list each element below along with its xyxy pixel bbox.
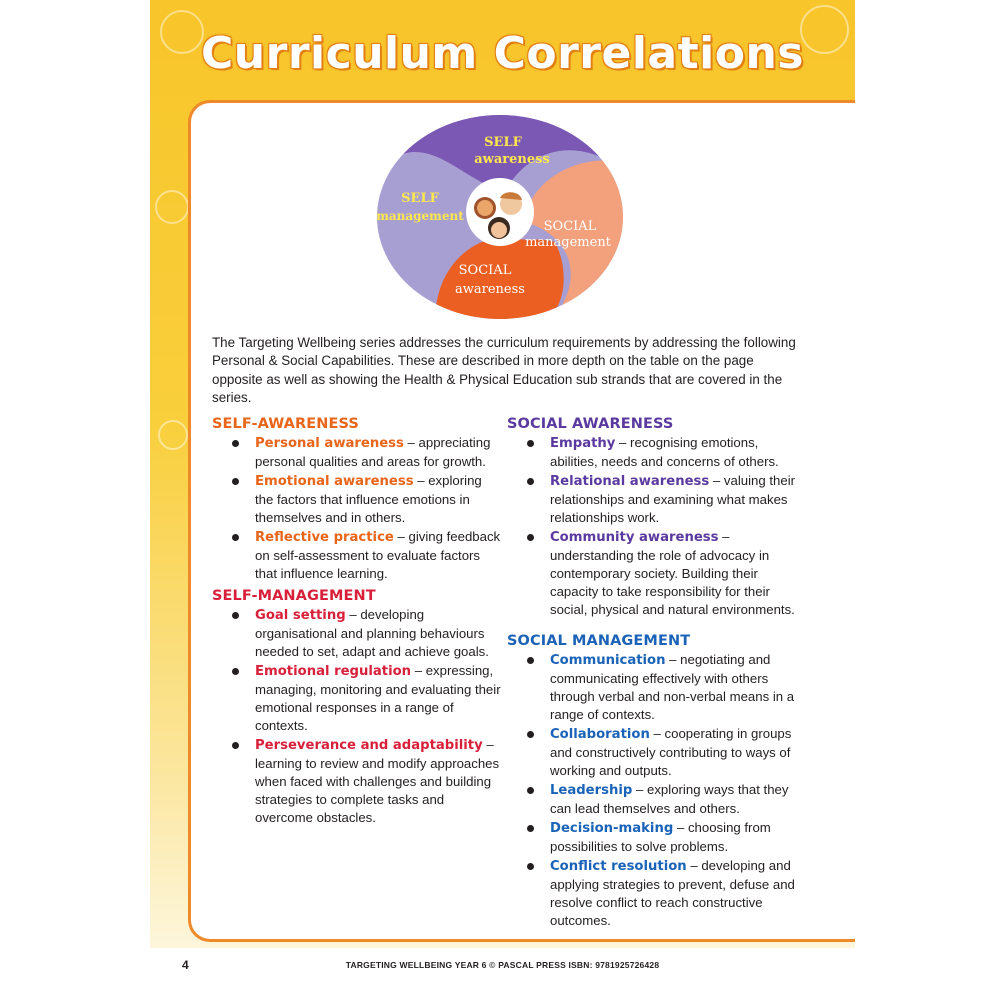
- bullet-icon: [232, 742, 239, 749]
- bullet-icon: [527, 478, 534, 485]
- wheel-label-social-awareness-line1: SOCIAL: [458, 263, 512, 278]
- social-awareness-heading: SOCIAL AWARENESS: [507, 416, 674, 432]
- item-term: Goal setting: [255, 608, 346, 623]
- item-description: – giving feedback on self-assessment to evaluate factors that influence learning.: [255, 529, 501, 581]
- item-term: Reflective practice: [255, 530, 394, 545]
- social-awareness-list: [507, 434, 797, 619]
- list-item: [212, 662, 502, 735]
- bullet-icon: [527, 787, 534, 794]
- self-management-heading: SELF-MANAGEMENT: [212, 588, 376, 604]
- wheel-label-self-management-line1: SELF: [401, 191, 439, 206]
- list-item: [507, 725, 797, 780]
- list-item: [507, 781, 797, 818]
- self-awareness-list: [212, 434, 502, 583]
- bullet-icon: [527, 731, 534, 738]
- list-item: [507, 857, 797, 930]
- item-term: Perseverance and adaptability: [255, 738, 483, 753]
- bullet-icon: [527, 440, 534, 447]
- bullet-icon: [527, 825, 534, 832]
- item-term: Decision-making: [550, 821, 674, 836]
- right-column: [507, 416, 797, 931]
- item-term: Community awareness: [550, 530, 719, 545]
- bullet-icon: [232, 440, 239, 447]
- list-item: [212, 528, 502, 583]
- list-item: [212, 736, 502, 827]
- list-item: [212, 434, 502, 471]
- list-item: [507, 819, 797, 856]
- bullet-icon: [527, 657, 534, 664]
- list-item: [507, 651, 797, 724]
- social-management-list: [507, 651, 797, 930]
- capabilities-wheel: [375, 112, 625, 322]
- left-column: [212, 416, 502, 828]
- item-term: Personal awareness: [255, 436, 404, 451]
- wheel-label-self-awareness-line1: SELF: [484, 135, 522, 150]
- bullet-icon: [232, 668, 239, 675]
- item-description: – valuing their relationships and examining what makes relationships work.: [550, 473, 796, 525]
- list-item: [507, 528, 797, 619]
- page-margin-left: [0, 0, 150, 1000]
- social-management-heading: SOCIAL MANAGEMENT: [507, 633, 691, 649]
- wheel-label-social-awareness-line2: awareness: [455, 282, 525, 297]
- item-term: Communication: [550, 653, 666, 668]
- list-item: [212, 472, 502, 527]
- item-description: – choosing from possibilities to solve problems.: [550, 820, 771, 854]
- bullet-icon: [232, 612, 239, 619]
- page-margin-right: [855, 0, 1000, 1000]
- footer-credit: TARGETING WELLBEING YEAR 6 © PASCAL PRESS ISBN: 9781925726428: [345, 960, 660, 970]
- list-item: [507, 434, 797, 471]
- item-description: – cooperating in groups and constructively contributing to ways of working and outputs.: [550, 726, 792, 778]
- item-description: – exploring the factors that influence emotions in themselves and in others.: [255, 473, 482, 525]
- item-description: – recognising emotions, abilities, needs and concerns of others.: [550, 435, 779, 469]
- item-term: Conflict resolution: [550, 859, 687, 874]
- intro-paragraph: The Targeting Wellbeing series addresses the curriculum requirements by addressing the following Personal & Social Capabilities. These are described in more depth on the table on the page opposite as well as showing the Health & Physical Education sub strands that are covered in the series.: [212, 335, 796, 405]
- item-term: Leadership: [550, 783, 633, 798]
- item-description: – exploring ways that they can lead themselves and others.: [550, 782, 789, 816]
- decorative-circle: [158, 420, 188, 450]
- bullet-icon: [232, 534, 239, 541]
- item-description: – appreciating personal qualities and areas for growth.: [255, 435, 491, 469]
- bullet-icon: [527, 863, 534, 870]
- item-term: Collaboration: [550, 727, 650, 742]
- self-awareness-heading: SELF-AWARENESS: [212, 416, 359, 432]
- bullet-icon: [232, 478, 239, 485]
- item-term: Emotional awareness: [255, 474, 414, 489]
- bullet-icon: [527, 534, 534, 541]
- page-title: Curriculum Correlations: [201, 28, 804, 79]
- item-description: – understanding the role of advocacy in contemporary society. Building their capacity to take responsibility for their social, physical and natural environments.: [550, 529, 795, 617]
- list-item: [507, 472, 797, 527]
- wheel-label-social-management-line2: management: [525, 235, 611, 250]
- wheel-label-self-awareness-line2: awareness: [474, 152, 550, 167]
- item-description: – expressing, managing, monitoring and evaluating their emotional responses in a range of contexts.: [255, 663, 501, 733]
- item-term: Empathy: [550, 436, 616, 451]
- item-description: – developing and applying strategies to prevent, defuse and resolve conflict to reach constructive outcomes.: [550, 858, 795, 928]
- wheel-label-self-management-line2: management: [376, 209, 464, 223]
- list-item: [212, 606, 502, 661]
- item-description: – learning to review and modify approaches when faced with challenges and building strategies to complete tasks and overcome obstacles.: [255, 737, 500, 825]
- item-description: – developing organisational and planning behaviours needed to set, adapt and achieve goals.: [255, 607, 489, 659]
- wheel-label-social-management-line1: SOCIAL: [543, 219, 597, 234]
- page-number: 4: [182, 958, 189, 972]
- item-description: – negotiating and communicating effectively with others through verbal and non-verbal means in a range of contexts.: [550, 652, 795, 722]
- item-term: Emotional regulation: [255, 664, 412, 679]
- decorative-circle: [155, 190, 189, 224]
- item-term: Relational awareness: [550, 474, 710, 489]
- self-management-list: [212, 606, 502, 827]
